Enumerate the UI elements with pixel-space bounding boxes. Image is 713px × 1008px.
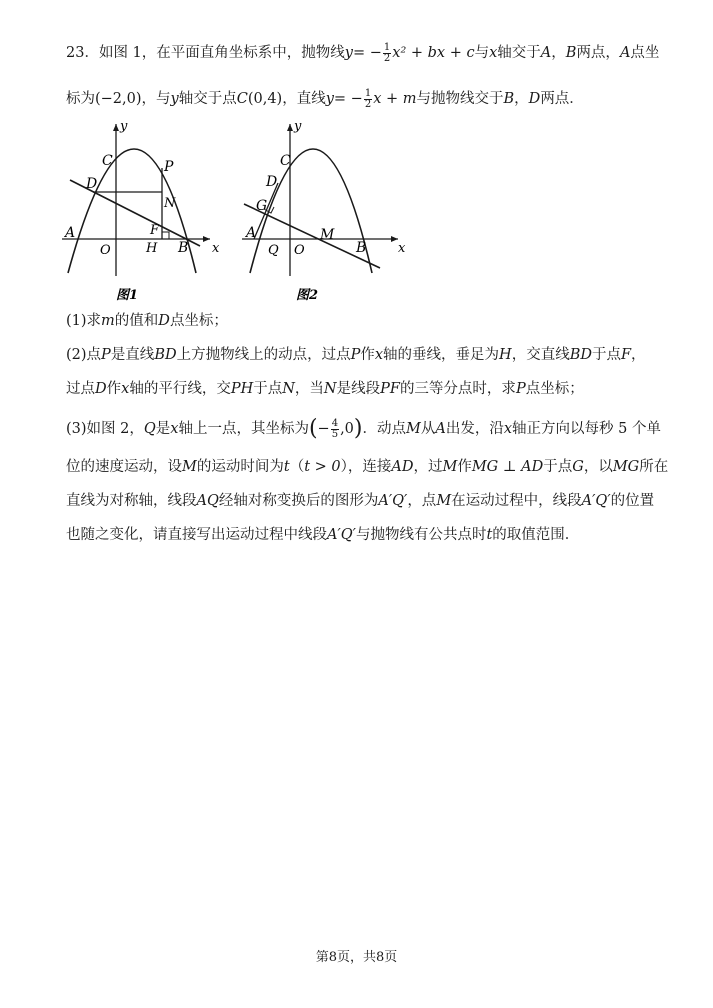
text: (3)如图 2，: [66, 421, 144, 437]
math: F: [620, 347, 632, 363]
question-2-line-2: [66, 378, 673, 400]
question-3-line-4: [66, 524, 673, 546]
math: H: [499, 347, 512, 363]
text: 位的速度运动，设: [66, 459, 182, 475]
y-axis-arrow: [113, 124, 119, 131]
math: t: [283, 459, 290, 475]
math: Q: [143, 421, 156, 437]
text: 上方抛物线上的动点，过点: [176, 347, 351, 363]
right-angle-mark: [162, 232, 169, 239]
fraction: [331, 419, 339, 440]
label-g: G: [256, 198, 268, 214]
text: (1)求: [66, 313, 102, 329]
label-q: Q: [268, 243, 279, 258]
fraction-denominator: 2: [364, 98, 372, 110]
label-f: F: [150, 223, 160, 238]
text: 标为(−2,0)，与: [66, 91, 171, 107]
label-c: C: [102, 153, 113, 169]
fraction-denominator: 5: [331, 428, 339, 440]
math: x² + bx + c: [392, 45, 475, 61]
math: MG: [612, 459, 640, 475]
text: (0,4)，直线: [247, 91, 326, 107]
math: y: [325, 91, 334, 107]
text: 的运动时间为: [196, 459, 284, 475]
math: BD: [154, 347, 177, 363]
text: 轴交于点: [178, 91, 237, 107]
label-o: O: [100, 243, 111, 258]
text: 出发，沿: [445, 421, 504, 437]
figure-2: [240, 118, 410, 303]
question-2-line-1: [66, 344, 673, 366]
text: 经轴对称变换后的图形为: [218, 493, 379, 509]
text: 轴的平行线，交: [129, 381, 231, 397]
text: ，点: [407, 493, 437, 509]
text: 点坐: [630, 45, 660, 61]
question-1: [66, 310, 673, 332]
problem-line-1: [66, 42, 673, 64]
text: 于点: [253, 381, 283, 397]
math: M: [182, 459, 197, 475]
text: 直线为对称轴，线段: [66, 493, 197, 509]
math: N: [282, 381, 295, 397]
text: 两点，: [576, 45, 620, 61]
math: MG ⊥ AD: [471, 459, 544, 475]
question-3-line-2: [66, 456, 673, 478]
page-footer: 第8页，共8页: [315, 950, 398, 965]
text: 是线段: [336, 381, 381, 397]
label-x: x: [398, 241, 406, 256]
math: A: [435, 421, 446, 437]
math: AQ: [196, 493, 219, 509]
math: −: [317, 421, 330, 437]
math: P: [350, 347, 361, 363]
math: x: [121, 381, 130, 397]
text: 与: [474, 45, 490, 61]
math: C: [236, 91, 248, 107]
text: 所在: [639, 459, 669, 475]
math: x: [170, 421, 179, 437]
math: = −: [353, 45, 382, 61]
text: 与抛物线交于: [416, 91, 504, 107]
math: = −: [333, 91, 363, 107]
label-a: A: [246, 225, 257, 241]
text: ，过: [413, 459, 443, 475]
math: x: [489, 45, 498, 61]
text: 是: [155, 421, 171, 437]
math: N: [323, 381, 337, 397]
fraction-numerator: 1: [364, 87, 372, 99]
label-y: y: [120, 119, 128, 134]
math: A: [540, 45, 552, 61]
text: ,0: [340, 421, 354, 437]
label-b: B: [356, 240, 367, 256]
math: AD: [391, 459, 414, 475]
math: M: [442, 459, 458, 475]
math: D: [95, 381, 107, 397]
math: x: [503, 421, 513, 437]
label-n: N: [164, 196, 176, 211]
text: 的值和: [114, 313, 159, 329]
text: ，当: [294, 381, 324, 397]
label-x: x: [212, 241, 220, 256]
math: M: [436, 493, 452, 509]
text: 于点: [591, 347, 621, 363]
text: 从: [420, 421, 436, 437]
text: 是直线: [110, 347, 155, 363]
x-axis-arrow: [391, 236, 398, 242]
question-3-line-1: [66, 418, 673, 440]
math: D: [528, 91, 541, 107]
fraction-numerator: 4: [331, 417, 339, 429]
label-b: B: [178, 240, 189, 256]
text: 在运动过程中，线段: [451, 493, 582, 509]
math: t: [486, 527, 493, 543]
math: A′Q′: [327, 527, 356, 543]
label-c: C: [280, 153, 291, 169]
label-y: y: [294, 119, 302, 134]
figure-2-caption: 图2: [296, 288, 319, 303]
label-d: D: [266, 174, 278, 190]
text: ，: [514, 91, 529, 107]
math: PH: [230, 381, 254, 397]
math: x: [374, 347, 384, 363]
label-h: H: [146, 241, 158, 256]
fraction-denominator: 2: [383, 52, 391, 64]
text: 作: [457, 459, 472, 475]
text: 的取值范围．: [492, 527, 580, 543]
text: ，: [551, 45, 566, 61]
label-m: M: [320, 227, 335, 243]
math: m: [101, 313, 115, 329]
text: 轴的垂线，垂足为: [383, 347, 500, 363]
text: 轴正方向以每秒 5 个单: [512, 421, 661, 437]
problem-line-2: [66, 88, 673, 110]
text: 作: [106, 381, 122, 397]
fraction-numerator: 1: [383, 41, 391, 53]
text: （: [289, 459, 305, 475]
math: P: [515, 381, 526, 397]
x-axis-arrow: [203, 236, 210, 242]
fraction: [364, 89, 372, 110]
figure-1-caption: 图1: [116, 288, 139, 303]
question-3-line-3: [66, 490, 673, 512]
label-a: A: [65, 225, 76, 241]
text: 点坐标；: [169, 313, 228, 329]
text: ，交直线: [511, 347, 570, 363]
math: PF: [380, 381, 400, 397]
text: 于点: [543, 459, 573, 475]
text: ，: [631, 347, 646, 363]
text: ，以: [583, 459, 613, 475]
text: ），连接: [340, 459, 392, 475]
text: ．动点: [362, 421, 407, 437]
text: 与抛物线有公共点时: [355, 527, 487, 543]
math: D: [158, 313, 170, 329]
math: y: [170, 91, 179, 107]
text: 过点: [66, 381, 95, 397]
text: 23．如图 1，在平面直角坐标系中，抛物线: [66, 45, 345, 61]
math: y: [344, 45, 353, 61]
text: 作: [360, 347, 375, 363]
math: G: [572, 459, 584, 475]
text: 也随之变化，请直接写出运动过程中线段: [66, 527, 327, 543]
text: (2)点: [66, 347, 102, 363]
text: 点坐标；: [525, 381, 584, 397]
text: 轴交于: [497, 45, 541, 61]
text: 的三等分点时，求: [399, 381, 516, 397]
math: A′Q′: [581, 493, 611, 509]
text: 的位置: [610, 493, 655, 509]
y-axis-arrow: [287, 124, 293, 131]
math: t > 0: [304, 459, 341, 475]
figure-1: [60, 118, 230, 303]
fraction: [383, 43, 391, 64]
label-p: P: [164, 159, 174, 175]
math: A: [619, 45, 631, 61]
math: BD: [569, 347, 592, 363]
math: M: [406, 421, 421, 437]
math: A′Q′: [378, 493, 408, 509]
label-d: D: [86, 176, 98, 192]
math: P: [101, 347, 111, 363]
math: B: [503, 91, 515, 107]
left-paren: (: [308, 416, 318, 441]
text: 两点．: [540, 91, 584, 107]
right-paren: ): [353, 416, 363, 441]
math: B: [565, 45, 577, 61]
text: 轴上一点，其坐标为: [178, 421, 309, 437]
math: x + m: [373, 91, 417, 107]
label-o: O: [294, 243, 305, 258]
